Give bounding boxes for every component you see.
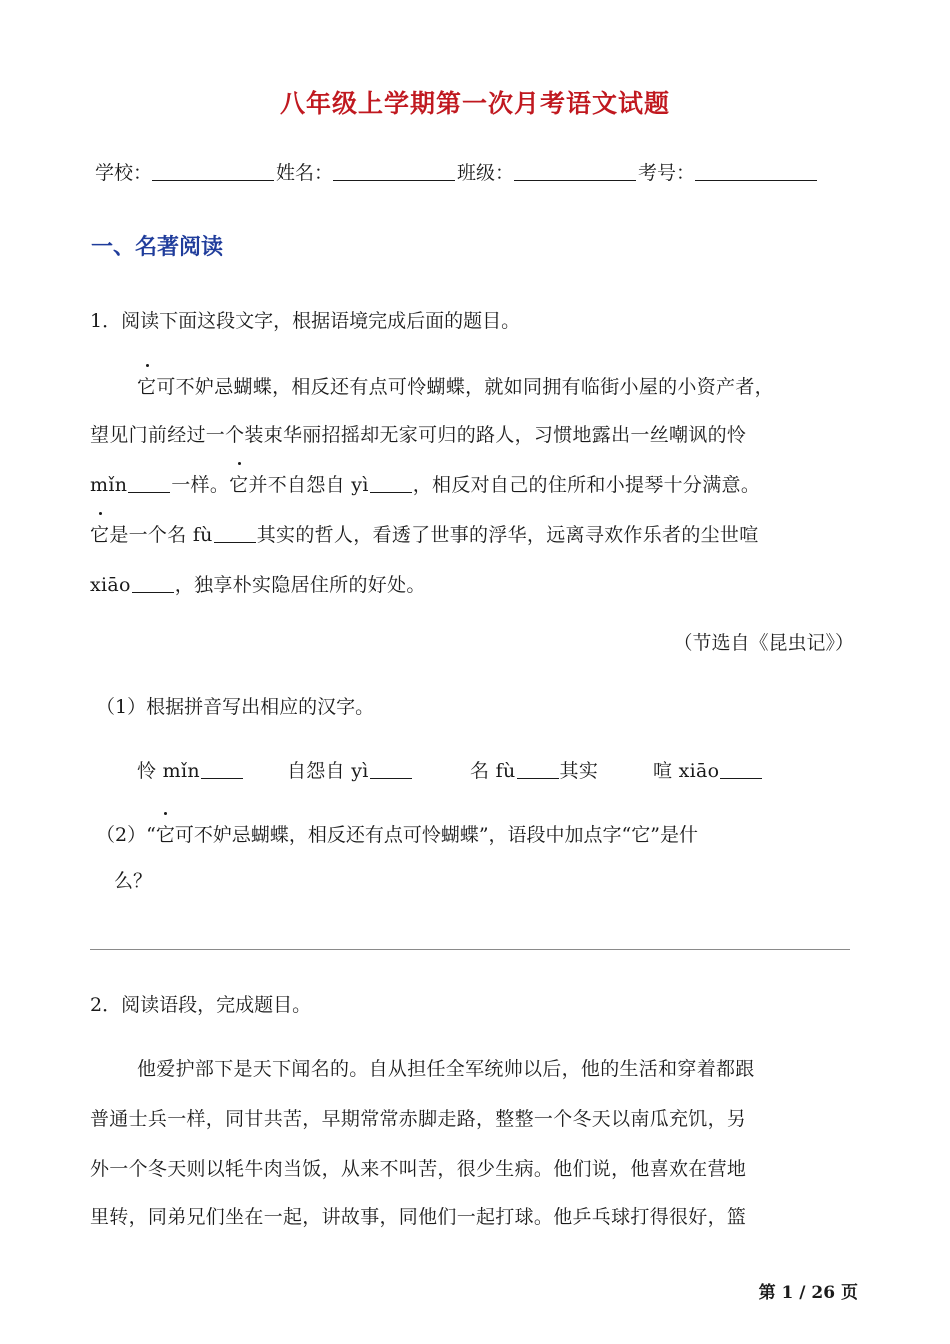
- q1-passage-line-1: 它可不妒忌蝴蝶，相反还有点可怜蝴蝶，就如同拥有临街小屋的小资产者，: [137, 372, 774, 399]
- question-2-prompt: 2．阅读语段，完成题目。: [90, 994, 312, 1016]
- fill-item-yi: 自怨自 yì: [287, 756, 413, 783]
- answer-line[interactable]: [90, 949, 850, 950]
- q2-passage-line-4: 里转，同弟兄们坐在一起，讲故事，同他们一起打球。他乒乓球打得很好，篮: [90, 1206, 747, 1228]
- school-label: 学校：: [95, 162, 153, 184]
- number-label: 考号：: [638, 162, 696, 184]
- fill-item-xiao: 喧 xiāo: [653, 756, 763, 783]
- answer-blank-xiao[interactable]: [720, 764, 762, 779]
- q1-passage-line-5: xiāo ，独享朴实隐居住所的好处。: [90, 574, 426, 596]
- q2-passage-line-2: 普通士兵一样，同甘共苦，早期常常赤脚走路，整整一个冬天以南瓜充饥，另: [90, 1108, 747, 1130]
- q1-passage-line-3: mǐn 一样。它并不自怨自 yì ，相反对自己的住所和小提琴十分满意。: [90, 470, 760, 497]
- emphasis-dot-char: 它: [90, 520, 109, 547]
- class-label: 班级：: [457, 162, 515, 184]
- class-blank[interactable]: [514, 166, 636, 181]
- emphasis-dot-char: 它: [229, 470, 248, 497]
- emphasis-dot-char: 它: [156, 820, 175, 847]
- answer-blank-fu[interactable]: [517, 764, 559, 779]
- blank-yi[interactable]: [370, 478, 412, 493]
- passage-source: （节选自《昆虫记》）: [673, 632, 854, 654]
- q2-passage-line-1: 他爱护部下是天下闻名的。自从担任全军统帅以后，他的生活和穿着都跟: [137, 1058, 755, 1080]
- question-1-prompt: 1．阅读下面这段文字，根据语境完成后面的题目。: [90, 310, 521, 332]
- blank-xiao[interactable]: [132, 578, 174, 593]
- q1-subquestion-2: （2）“它可不妒忌蝴蝶，相反还有点可怜蝴蝶”，语段中加点字“它”是什: [96, 820, 698, 847]
- fill-item-fu: 名 fù 其实: [470, 760, 599, 782]
- answer-blank-min[interactable]: [201, 764, 243, 779]
- number-blank[interactable]: [695, 166, 817, 181]
- blank-fu[interactable]: [214, 528, 256, 543]
- page-number: 第 1 / 26 页: [758, 1283, 858, 1303]
- name-label: 姓名：: [276, 162, 334, 184]
- answer-blank-yi[interactable]: [370, 764, 412, 779]
- page-title: 八年级上学期第一次月考语文试题: [279, 89, 670, 118]
- section-heading-reading: 一、名著阅读: [91, 234, 224, 260]
- student-info-row: [95, 158, 819, 185]
- q1-subquestion-1: （1）根据拼音写出相应的汉字。: [96, 696, 375, 718]
- emphasis-dot-char: 它: [137, 372, 156, 399]
- fill-item-min: 怜 mǐn: [137, 756, 244, 783]
- blank-min[interactable]: [128, 478, 170, 493]
- q2-passage-line-3: 外一个冬天则以牦牛肉当饭，从来不叫苦，很少生病。他们说，他喜欢在营地: [90, 1158, 747, 1180]
- q1-subquestion-2-cont: 么？: [114, 870, 153, 892]
- school-blank[interactable]: [152, 166, 274, 181]
- q1-passage-line-2: 望见门前经过一个装束华丽招摇却无家可归的路人，习惯地露出一丝嘲讽的怜: [90, 424, 747, 446]
- q1-passage-line-4: 它是一个名 fù 其实的哲人，看透了世事的浮华，远离寻欢作乐者的尘世喧: [90, 520, 759, 547]
- name-blank[interactable]: [333, 166, 455, 181]
